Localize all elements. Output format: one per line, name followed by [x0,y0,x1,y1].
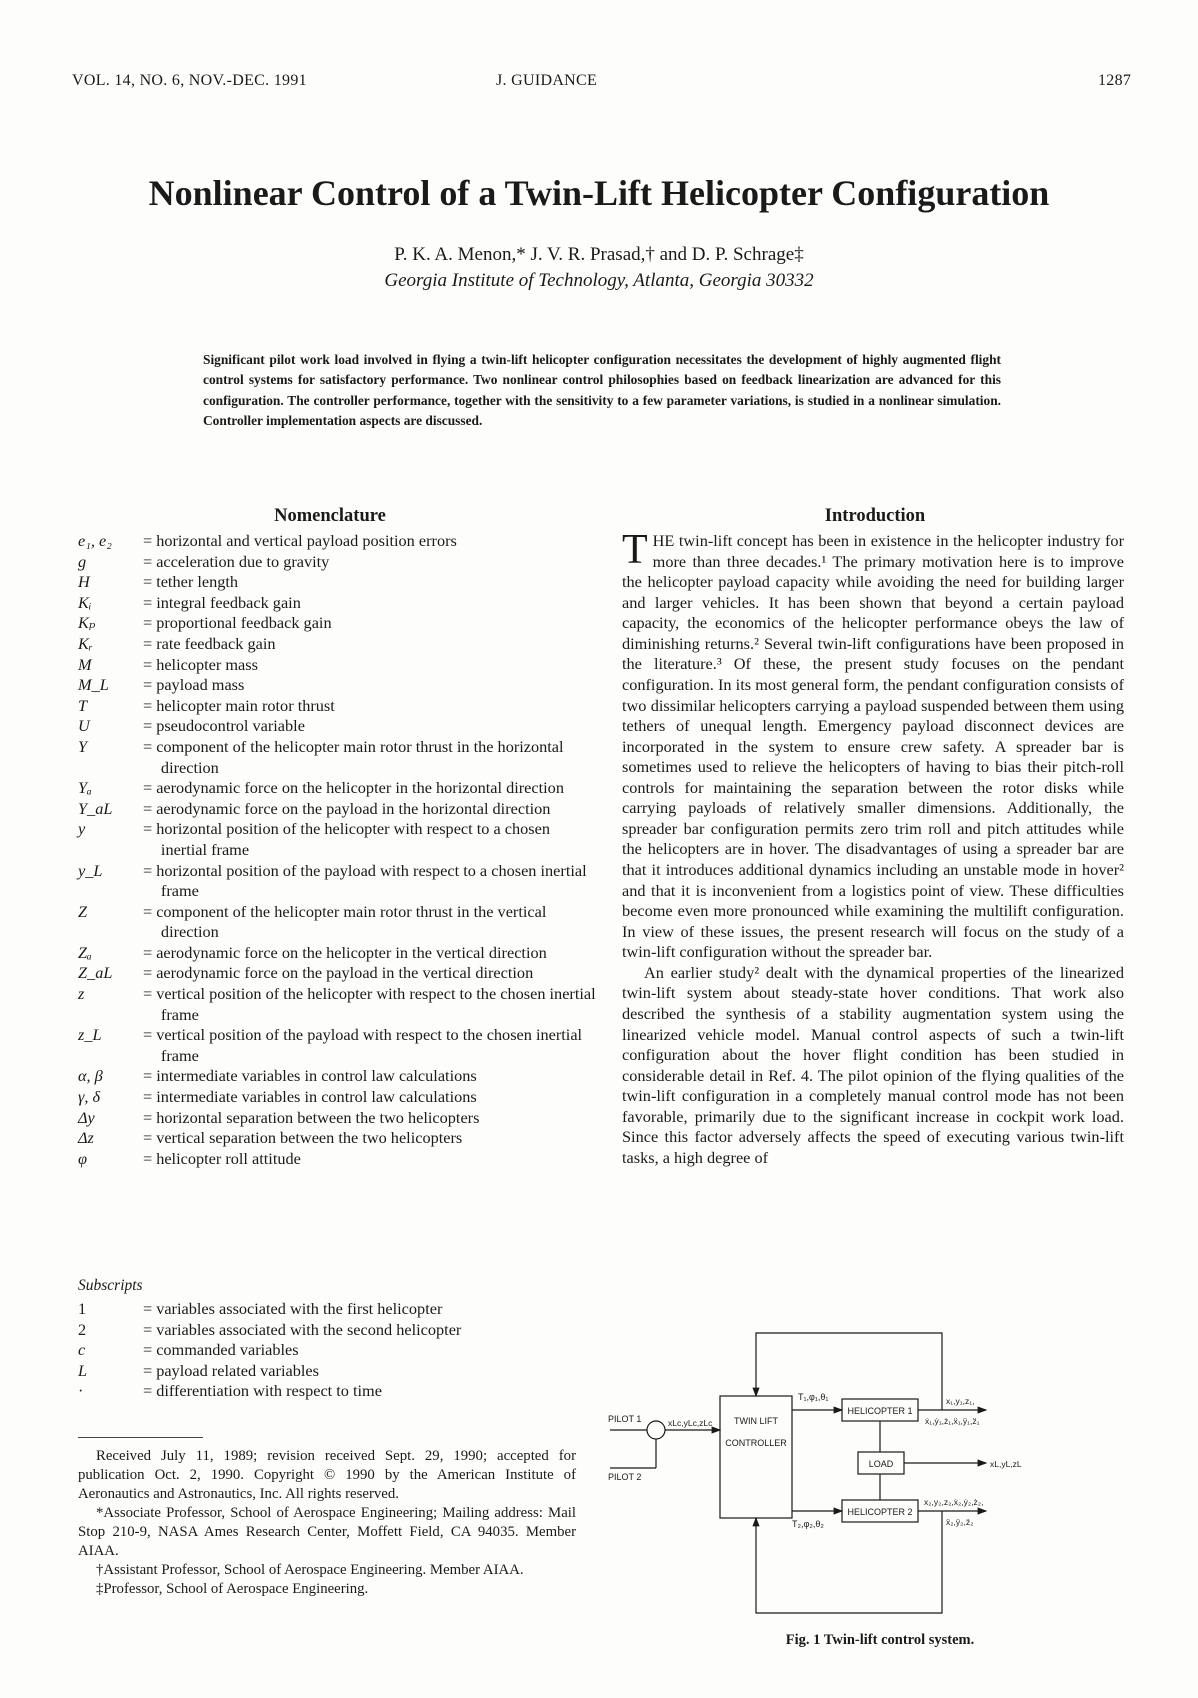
twin-lift-block-diagram [608,1328,1120,1620]
nomenclature-symbol: M [78,654,92,674]
nomenclature-entry [78,1340,598,1361]
nomenclature-entry [78,1087,598,1108]
nomenclature-entry [78,1128,598,1149]
outputL-label: xL,yL,zL [990,1459,1022,1469]
nomenclature-definition: = payload related variables [143,1360,319,1380]
definition-text: horizontal and vertical payload position errors [156,531,457,550]
running-header-volume: VOL. 14, NO. 6, NOV.-DEC. 1991 [72,72,307,89]
nomenclature-entry [78,1320,598,1341]
nomenclature-entry [78,1108,598,1129]
definition-text: horizontal separation between the two helicopters [156,1107,480,1127]
definition-text: component of the helicopter main rotor thrust in the vertical direction [156,901,547,942]
introduction-body [622,527,1124,1168]
nomenclature-symbol: Kᵢ [78,592,92,612]
nomenclature-symbol: U [78,716,90,736]
nomenclature-symbol: · [78,1381,84,1401]
nomenclature-heading: Nomenclature [274,506,386,526]
helicopter1-label: HELICOPTER 1 [847,1406,913,1416]
nomenclature-definition: = horizontal separation between the two helicopters [143,1107,480,1127]
nomenclature-definition: = horizontal and vertical payload position errors [143,531,457,550]
definition-text: horizontal position of the helicopter with respect to a chosen inertial frame [156,819,550,859]
definition-text: variables associated with the second helicopter [156,1319,462,1339]
nomenclature-definition: = integral feedback gain [143,592,301,612]
footnote-rule [78,1437,203,1438]
nomenclature-entry [78,984,598,1025]
nomenclature-entry [78,861,598,902]
nomenclature-entry [78,819,598,860]
helicopter2-label: HELICOPTER 2 [847,1507,913,1517]
summing-junction [647,1421,665,1439]
nomenclature-list [78,531,598,1169]
nomenclature-definition: = helicopter mass [143,654,258,674]
nomenclature-definition: = acceleration due to gravity [143,551,330,571]
nomenclature-definition: = helicopter roll attitude [143,1148,301,1168]
definition-text: horizontal position of the payload with respect to a chosen inertial frame [156,860,587,901]
load-label: LOAD [868,1459,894,1469]
nomenclature-symbol: Z [78,901,88,921]
nomenclature-symbol: c [78,1340,86,1360]
definition-text: commanded variables [156,1340,299,1360]
controller-label-line1: TWIN LIFT [734,1416,778,1426]
nomenclature-entry [78,572,598,593]
nomenclature-symbol: Y [78,736,88,756]
definition-text: intermediate variables in control law calculations [156,1066,477,1086]
nomenclature-definition: = payload mass [143,675,245,695]
definition-text: pseudocontrol variable [156,716,305,736]
nomenclature-symbol: Kₚ [78,613,96,633]
nomenclature-entry [78,799,598,820]
footnotes [78,1447,576,1599]
nomenclature-entry [78,778,598,799]
definition-text: vertical position of the helicopter with respect to the chosen inertial frame [156,984,596,1024]
author-block [0,242,1198,294]
nomenclature-entry [78,655,598,676]
definition-text: acceleration due to gravity [156,551,330,571]
nomenclature-entry [78,675,598,696]
paper-title: Nonlinear Control of a Twin-Lift Helicopter Configuration [148,173,1050,213]
nomenclature-symbol: y_L [78,860,103,880]
control1-label: T₁,φ₁,θ₁ [798,1392,829,1402]
nomenclature-symbol: Δy [78,1107,95,1127]
definition-text: differentiation with respect to time [156,1381,382,1401]
nomenclature-definition: = intermediate variables in control law calculations [143,1087,477,1107]
author-affiliation: Georgia Institute of Technology, Atlanta, Georgia 30332 [384,270,814,291]
nomenclature-definition: = proportional feedback gain [143,613,332,633]
controller-label-line2: CONTROLLER [725,1438,787,1448]
definition-text: proportional feedback gain [156,613,332,633]
nomenclature-symbol: z [78,984,85,1004]
nomenclature-symbol: z_L [78,1025,102,1045]
pilot1-label: PILOT 1 [608,1414,642,1424]
definition-text: rate feedback gain [156,633,276,653]
nomenclature-entry [78,943,598,964]
figure-caption: Fig. 1 Twin-lift control system. [785,1632,975,1648]
nomenclature-definition: = aerodynamic force on the helicopter in the horizontal direction [143,778,564,798]
definition-text: vertical position of the payload with respect to the chosen inertial frame [156,1025,583,1065]
nomenclature-entry [78,531,598,552]
output2-label-a: x₂,y₂,z₂,ẋ₂,ẏ₂,ż₂, [924,1497,984,1507]
nomenclature-entry [78,963,598,984]
nomenclature-definition: = aerodynamic force on the payload in the vertical direction [143,963,534,983]
nomenclature-definition: = variables associated with the second helicopter [143,1319,462,1339]
nomenclature-symbol: Δz [78,1128,94,1148]
pilot2-label: PILOT 2 [608,1472,642,1482]
definition-text: tether length [156,572,239,592]
nomenclature-entry [78,1149,598,1170]
nomenclature-definition: = tether length [143,572,239,592]
intro-paragraph-text: HE twin-lift concept has been in existence in the helicopter industry for more than three decades.¹ The primary motivation here is to improve the helicopter payload capacity while avoiding the need for building larger and larger vehicles. It has been shown that beyond a certain payload capacity, the economics of the helicopter performance obeys the law of diminishing returns.² Several twin-lift configurations have been proposed in the literature.³ Of these, the present study focuses on the pendant configuration. In its most general form, the pendant configuration consists of two dissimilar helicopters carrying a payload suspended between them using tethers of unequal length. Emergency payload disconnect devices are incorporated in the system to ensure crew safety. A spreader bar is sometimes used to relieve the helicopters of having to bias their pitch-roll controls for maintaining the separation between the rotor disks while carrying payloads of relatively smaller dimensions. Additionally, the spreader bar configuration permits zero trim roll and pitch attitudes while the helicopters are in hover. The disadvantages of using a spreader bar are that it introduces additional dynamics including an unstable mode in hover² and that it is inconvenient from a logistics point of view. These difficulties become even more pronounced while examining the multilift configuration. In view of these issues, the present research will focus on the study of a twin-lift configuration without the spreader bar. [622,531,1124,962]
output1-label-b: ẋ₁,ẏ₁,ż₁,ẍ₁,ÿ₁,z̈₁ [925,1416,980,1426]
nomenclature-definition: = differentiation with respect to time [143,1381,382,1401]
definition-text: aerodynamic force on the helicopter in the vertical direction [156,942,547,962]
nomenclature-definition: = aerodynamic force on the payload in the horizontal direction [143,798,551,818]
nomenclature-symbol: φ [78,1148,88,1168]
nomenclature-symbol: 2 [78,1319,87,1339]
definition-text: aerodynamic force on the payload in the vertical direction [156,963,534,983]
nomenclature-entry [78,716,598,737]
definition-text: payload mass [156,675,245,695]
definition-text: variables associated with the first helicopter [156,1299,443,1318]
nomenclature-definition: = vertical position of the helicopter with respect to the chosen inertial frame [143,984,596,1024]
definition-text: component of the helicopter main rotor thrust in the horizontal direction [156,736,564,777]
page-number: 1287 [1098,72,1132,89]
nomenclature-definition: = vertical position of the payload with respect to the chosen inertial frame [143,1025,583,1065]
subscripts-heading: Subscripts [78,1277,143,1294]
nomenclature-entry [78,1361,598,1382]
nomenclature-symbol: T [78,695,88,715]
definition-text: vertical separation between the two helicopters [156,1128,463,1148]
nomenclature-entry [78,593,598,614]
intro-paragraph [622,527,1124,963]
nomenclature-symbol: 1 [78,1299,87,1318]
nomenclature-definition: = pseudocontrol variable [143,716,305,736]
command-label: xLc,yLc,zLc [668,1418,713,1428]
nomenclature-symbol: H [78,572,90,592]
nomenclature-entry [78,1299,598,1320]
running-header-journal: J. GUIDANCE [496,72,598,89]
nomenclature-entry [78,737,598,778]
output2-label-b: ẍ₂,ÿ₂,z̈₂ [946,1517,974,1527]
controller-box [720,1396,792,1518]
nomenclature-entry [78,1381,598,1402]
nomenclature-definition: = intermediate variables in control law calculations [143,1066,477,1086]
nomenclature-definition: = helicopter main rotor thrust [143,695,335,715]
footnote: †Assistant Professor, School of Aerospace Engineering. Member AIAA. [96,1562,524,1578]
nomenclature-definition: = horizontal position of the helicopter with respect to a chosen inertial frame [143,819,550,859]
definition-text: helicopter main rotor thrust [156,695,335,715]
nomenclature-entry [78,613,598,634]
nomenclature-definition: = vertical separation between the two helicopters [143,1128,463,1148]
nomenclature-definition: = rate feedback gain [143,633,276,653]
nomenclature-symbol: Z_aL [78,963,113,983]
control2-label: T₂,φ₂,θ₂ [792,1519,824,1529]
nomenclature-entry [78,902,598,943]
feedback2-loop [756,1511,942,1613]
nomenclature-entry [78,1025,598,1066]
nomenclature-symbol: γ, δ [78,1087,101,1107]
author-names: P. K. A. Menon,* J. V. R. Prasad,† and D. P. Schrage‡ [394,244,804,265]
definition-text: helicopter mass [156,654,258,674]
nomenclature-definition: = variables associated with the first helicopter [143,1299,443,1318]
nomenclature-symbol: Y_aL [78,798,113,818]
intro-paragraph: An earlier study² dealt with the dynamical properties of the linearized twin-lift system about steady-state hover conditions. That work also described the synthesis of a stability augmentation system using the linearized vehicle model. Manual control aspects of such a twin-lift configuration about the hover flight condition has been studied in considerable detail in Ref. 4. The pilot opinion of the flying qualities of the twin-lift configuration in a completely manual control mode has not been favorable, primarily due to the significant increase in cockpit work load. Since this factor adversely affects the speed of executing various twin-lift tasks, a high degree of [622,962,1124,1167]
nomenclature-symbol: M_L [78,675,109,695]
nomenclature-entry [78,634,598,655]
nomenclature-symbol: α, β [78,1066,103,1086]
definition-text: intermediate variables in control law calculations [156,1087,477,1107]
nomenclature-symbol: g [78,551,87,571]
nomenclature-symbol: L [78,1360,88,1380]
output1-label-a: x₁,y₁,z₁, [946,1396,975,1406]
footnote: Received July 11, 1989; revision received Sept. 29, 1990; accepted for publication Oct. 2, 1990. Copyright © 1990 by the American Institute of Aeronautics and Astronautics, Inc. All rights reserved. [78,1448,576,1502]
footnote: *Associate Professor, School of Aerospace Engineering; Mailing address: Mail Stop 210-9, NASA Ames Research Center, Moffett Field, CA 94035. Member AIAA. [78,1505,576,1559]
definition-text: payload related variables [156,1360,319,1380]
nomenclature-definition: = horizontal position of the payload with respect to a chosen inertial frame [143,860,587,901]
nomenclature-definition: = aerodynamic force on the helicopter in the vertical direction [143,942,547,962]
definition-text: aerodynamic force on the payload in the horizontal direction [156,798,551,818]
nomenclature-definition: = component of the helicopter main rotor thrust in the horizontal direction [143,736,564,777]
nomenclature-symbol: Zₐ [78,942,92,962]
drop-cap: T [622,527,648,573]
nomenclature-symbol: e₁, e₂ [78,531,112,550]
footnote: ‡Professor, School of Aerospace Engineering. [96,1581,369,1597]
nomenclature-symbol: Kᵣ [78,633,93,653]
definition-text: helicopter roll attitude [156,1148,301,1168]
nomenclature-definition: = commanded variables [143,1340,299,1360]
nomenclature-entry [78,552,598,573]
nomenclature-definition: = component of the helicopter main rotor thrust in the vertical direction [143,901,547,942]
introduction-heading: Introduction [824,506,926,526]
nomenclature-symbol: y [78,819,86,839]
subscripts-list [78,1299,598,1402]
nomenclature-entry [78,696,598,717]
definition-text: aerodynamic force on the helicopter in the horizontal direction [156,778,564,798]
nomenclature-entry [78,1066,598,1087]
nomenclature-symbol: Yₐ [78,778,92,798]
abstract: Significant pilot work load involved in flying a twin-lift helicopter configuration necessitates the development of highly augmented flight control systems for satisfactory performance. Two nonlinear control philosophies based on feedback linearization are advanced for this configuration. The controller performance, together with the sensitivity to a few parameter variations, is studied in a nonlinear simulation. Controller implementation aspects are discussed. [203,352,1001,428]
definition-text: integral feedback gain [156,592,301,612]
